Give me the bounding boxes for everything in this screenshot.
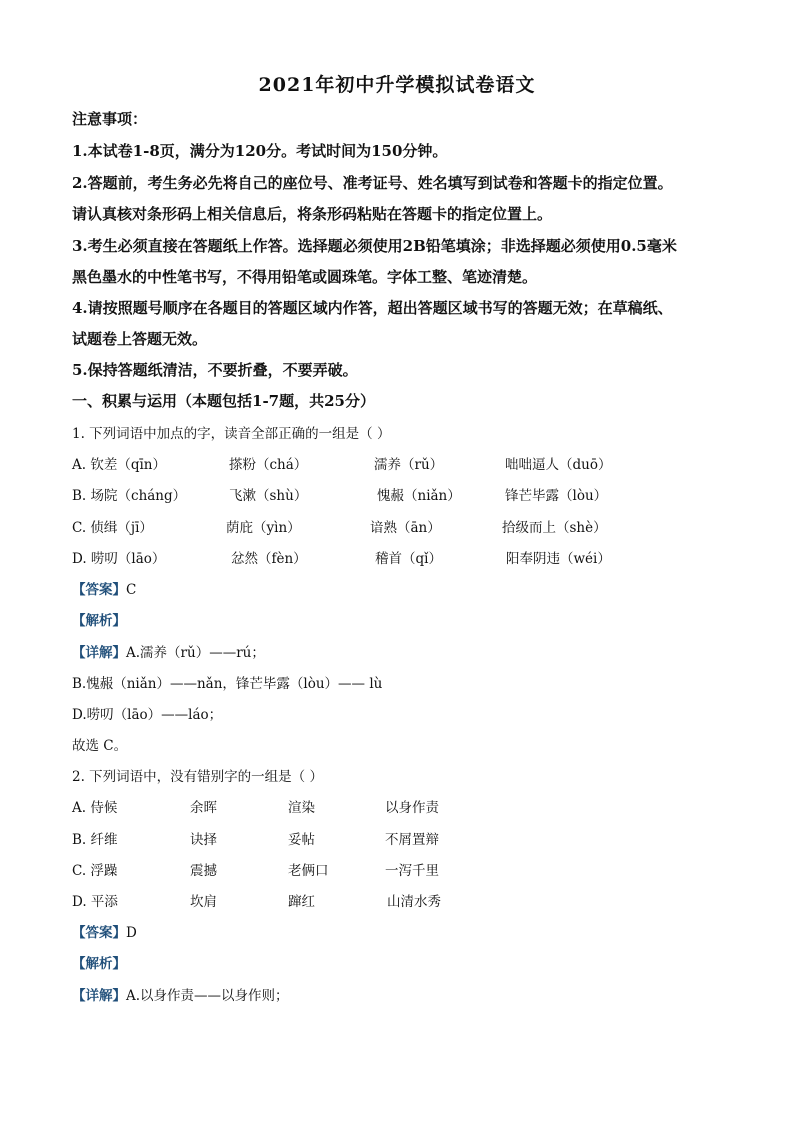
q1-detail-2: B.愧赧（niǎn）——nǎn，锋芒毕露（lòu）—— lù bbox=[72, 676, 383, 692]
q1-detail-1 bbox=[72, 641, 265, 661]
option-item: C. 浮躁 bbox=[72, 863, 118, 879]
detail-label: 【详解】 bbox=[72, 988, 126, 1004]
q1-answer bbox=[72, 578, 136, 598]
option-item: 坎肩 bbox=[190, 894, 217, 910]
notice-line-1: 1.本试卷1-8页，满分为120分。考试时间为150分钟。 bbox=[72, 142, 448, 160]
notice-line-2: 2.答题前，考生务必先将自己的座位号、准考证号、姓名填写到试卷和答题卡的指定位置。 bbox=[72, 174, 673, 192]
option-item: 搽粉（chá） bbox=[229, 457, 308, 473]
q2-detail-1 bbox=[72, 984, 289, 1004]
option-item: 拾级而上（shè） bbox=[502, 520, 607, 536]
option-item: 一泻千里 bbox=[385, 863, 439, 879]
option-item: 山清水秀 bbox=[387, 894, 441, 910]
option-item: 妥帖 bbox=[288, 832, 315, 848]
q1-conclusion: 故选 C。 bbox=[72, 738, 128, 754]
notice-line-4: 3.考生必须直接在答题纸上作答。选择题必须使用2B铅笔填涂；非选择题必须使用0.5毫米 bbox=[72, 237, 677, 255]
option-item: 诀择 bbox=[190, 832, 217, 848]
option-item: 濡养（rǔ） bbox=[374, 457, 444, 473]
option-item: 阳奉阴违（wéi） bbox=[506, 551, 611, 567]
option-item: B. 纤维 bbox=[72, 832, 118, 848]
q2-analysis bbox=[72, 952, 126, 972]
question-1-stem: 1. 下列词语中加点的字，读音全部正确的一组是（ ） bbox=[72, 426, 391, 442]
detail-label: 【详解】 bbox=[72, 645, 126, 661]
notice-line-7: 试题卷上答题无效。 bbox=[72, 330, 208, 348]
notice-line-3: 请认真核对条形码上相关信息后，将条形码粘贴在答题卡的指定位置上。 bbox=[72, 205, 553, 223]
section-heading: 一、积累与运用（本题包括1-7题，共25分） bbox=[72, 392, 375, 410]
answer-value: D bbox=[126, 925, 137, 941]
option-item: 锋芒毕露（lòu） bbox=[505, 488, 608, 504]
option-item: 荫庇（yìn） bbox=[226, 520, 301, 536]
option-item: 愧赧（niǎn） bbox=[377, 488, 461, 504]
detail-text: A.濡养（rǔ）——rú； bbox=[126, 645, 265, 661]
option-item: 老俩口 bbox=[288, 863, 329, 879]
option-item: 余晖 bbox=[190, 800, 217, 816]
analysis-label: 【解析】 bbox=[72, 956, 126, 972]
q2-answer bbox=[72, 921, 137, 941]
notice-line-8: 5.保持答题纸清洁，不要折叠，不要弄破。 bbox=[72, 361, 358, 379]
option-item: 稽首（qǐ） bbox=[375, 551, 442, 567]
option-item: 不屑置辩 bbox=[385, 832, 439, 848]
answer-value: C bbox=[126, 582, 137, 598]
notice-heading: 注意事项： bbox=[72, 110, 148, 128]
option-item: 谙熟（ān） bbox=[370, 520, 441, 536]
detail-text: A.以身作责——以身作则； bbox=[126, 988, 289, 1004]
notice-line-6: 4.请按照题号顺序在各题目的答题区域内作答，超出答题区域书写的答题无效；在草稿纸、 bbox=[72, 299, 673, 317]
notice-line-5: 黑色墨水的中性笔书写，不得用铅笔或圆珠笔。字体工整、笔迹清楚。 bbox=[72, 268, 538, 286]
option-item: A. 钦差（qīn） bbox=[72, 457, 166, 473]
option-item: D. 平添 bbox=[72, 894, 118, 910]
question-2-stem: 2. 下列词语中，没有错别字的一组是（ ） bbox=[72, 769, 323, 785]
option-item: 咄咄逼人（duō） bbox=[505, 457, 612, 473]
option-item: C. 侦缉（jī） bbox=[72, 520, 153, 536]
answer-label: 【答案】 bbox=[72, 582, 126, 598]
option-item: A. 侍候 bbox=[72, 800, 118, 816]
option-item: 蹿红 bbox=[288, 894, 315, 910]
analysis-label: 【解析】 bbox=[72, 613, 126, 629]
option-item: 飞漱（shù） bbox=[229, 488, 308, 504]
q1-detail-3: D.唠叨（lāo）——láo； bbox=[72, 707, 223, 723]
option-item: 忿然（fèn） bbox=[231, 551, 307, 567]
page-title: 2021年初中升学模拟试卷语文 bbox=[258, 74, 536, 96]
option-item: D. 唠叨（lāo） bbox=[72, 551, 166, 567]
option-item: B. 场院（cháng） bbox=[72, 488, 187, 504]
option-item: 震撼 bbox=[190, 863, 217, 879]
option-item: 以身作责 bbox=[385, 800, 439, 816]
q1-analysis bbox=[72, 609, 126, 629]
option-item: 渲染 bbox=[288, 800, 315, 816]
answer-label: 【答案】 bbox=[72, 925, 126, 941]
